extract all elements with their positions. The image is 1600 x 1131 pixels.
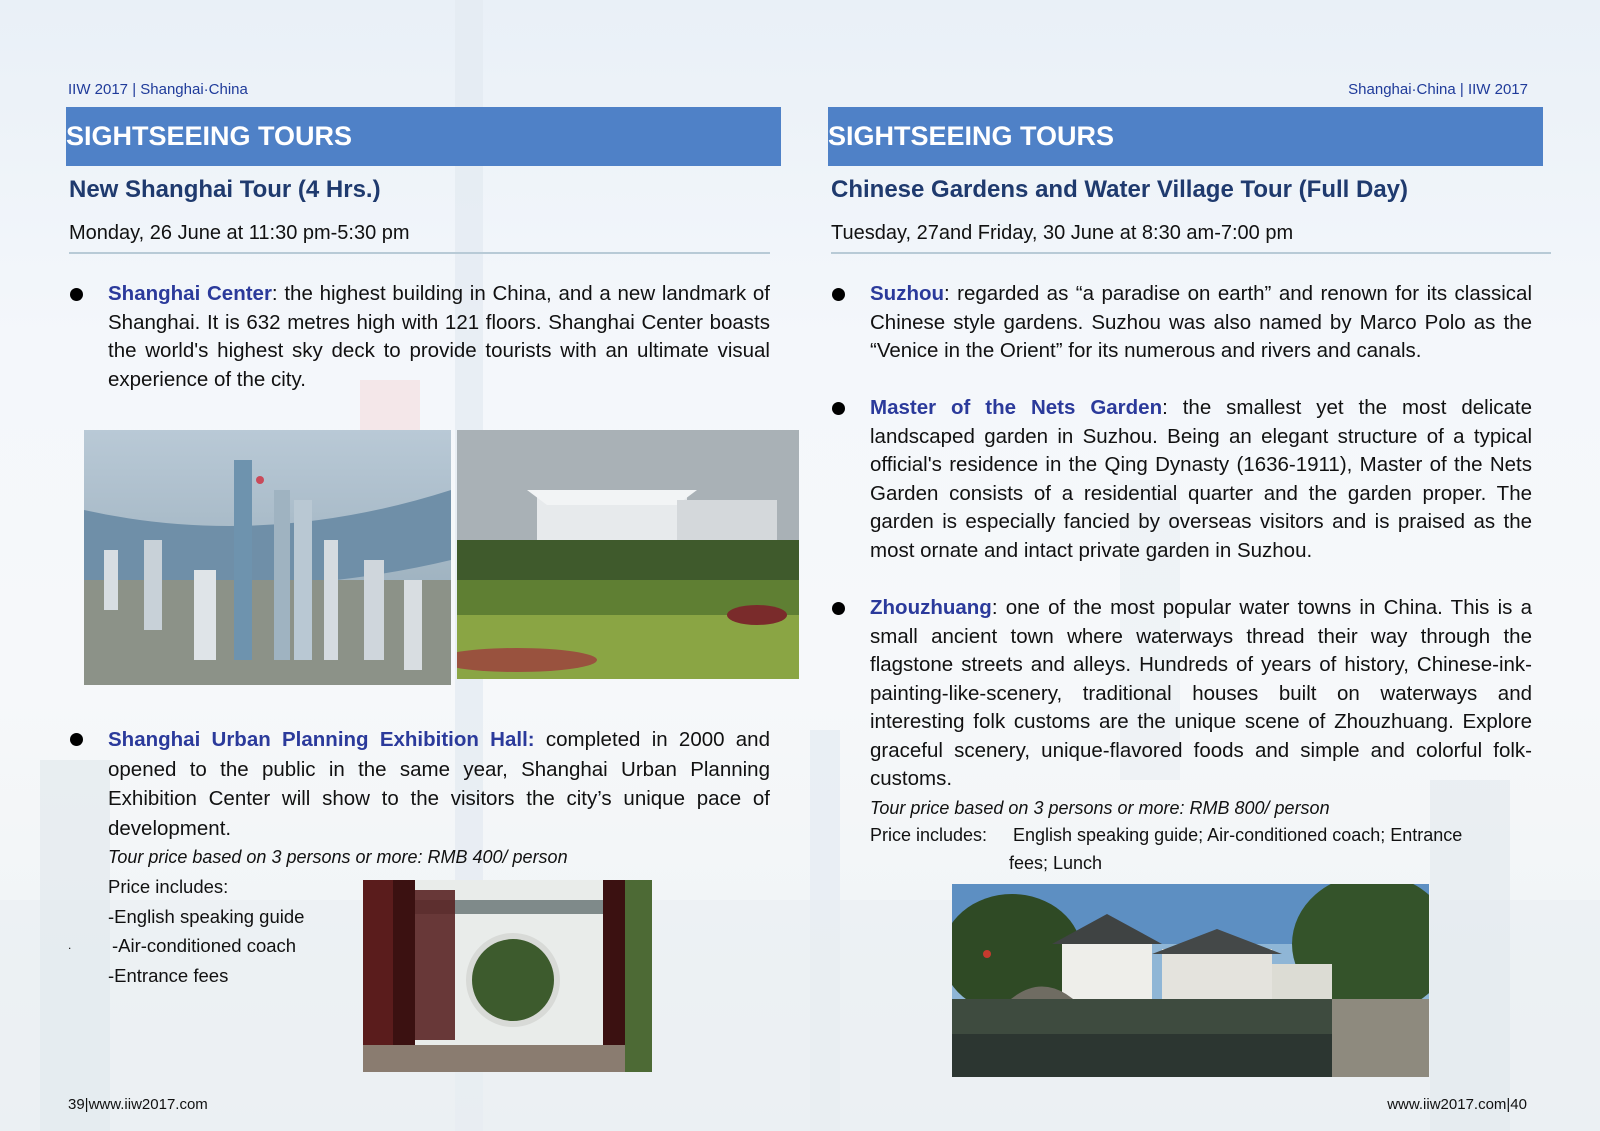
attraction-name: Master of the Nets Garden bbox=[870, 396, 1163, 419]
attraction-name: Shanghai Center bbox=[108, 282, 272, 305]
includes-title: Price includes: bbox=[108, 876, 229, 897]
price-note: Tour price based on 3 persons or more: RMB 800/ person bbox=[870, 798, 1330, 818]
list-item bbox=[870, 280, 1532, 366]
bullet-icon bbox=[70, 733, 83, 746]
right-page bbox=[800, 0, 1600, 1131]
stray-mark: . bbox=[68, 938, 72, 952]
page-footer: 39|www.iiw2017.com bbox=[68, 1096, 208, 1113]
attraction-description: : the smallest yet the most delicate landscaped garden in Suzhou. Being an elegant structure of a typical official's residence in the Qing Dynasty (1636-1911), Master of the Nets Garden consists of a residential quarter and the garden proper. The garden is especially fancied by overseas visitors and is praised as the most ornate and intact private garden in Suzhou. bbox=[870, 396, 1532, 562]
garden-moon-door-photo bbox=[363, 880, 652, 1072]
section-band: SIGHTSEEING TOURS bbox=[828, 107, 1543, 166]
tour-title: Chinese Gardens and Water Village Tour (Full Day) bbox=[831, 176, 1409, 203]
bullet-icon bbox=[70, 288, 83, 301]
exhibition-hall-photo bbox=[457, 430, 799, 679]
tour-title: New Shanghai Tour (4 Hrs.) bbox=[69, 176, 381, 203]
includes-item: -Entrance fees bbox=[108, 965, 229, 986]
bullet-icon bbox=[832, 288, 845, 301]
includes-item: -Air-conditioned coach bbox=[112, 935, 297, 956]
list-item bbox=[870, 394, 1532, 565]
attraction-name: Suzhou bbox=[870, 282, 945, 305]
divider bbox=[831, 252, 1551, 254]
includes-line: English speaking guide; Air-conditioned coach; Entrance bbox=[1013, 825, 1463, 845]
section-band: SIGHTSEEING TOURS bbox=[66, 107, 781, 166]
attraction-description: : the highest building in China, and a new landmark of Shanghai. It is 632 metres high with 121 floors. Shanghai Center boasts the world's highest sky deck to provide tourists with an ultimate visual experience of the city. bbox=[108, 282, 770, 391]
shanghai-center-photo bbox=[84, 430, 451, 685]
running-head: IIW 2017 | Shanghai·China bbox=[68, 81, 248, 98]
divider bbox=[69, 252, 770, 254]
page-footer: www.iiw2017.com|40 bbox=[1387, 1096, 1527, 1113]
bullet-icon bbox=[832, 602, 845, 615]
attraction-description: : one of the most popular water towns in China. This is a small ancient town where waterways thread their way through the flagstone streets and alleys. Hundreds of years of history, Chinese-ink-painting-like-scenery, traditional houses built on waterways and interesting folk customs are the unique scene of Zhouzhuang. Explore graceful scenery, unique-flavored foods and simple and colorful folk-customs. bbox=[870, 596, 1532, 790]
tour-date: Tuesday, 27and Friday, 30 June at 8:30 am-7:00 pm bbox=[831, 222, 1294, 244]
includes-item: -English speaking guide bbox=[108, 906, 305, 927]
attraction-name: Zhouzhuang bbox=[870, 596, 992, 619]
tour-date: Monday, 26 June at 11:30 pm-5:30 pm bbox=[69, 222, 410, 244]
includes-line: fees; Lunch bbox=[1009, 853, 1103, 873]
list-item bbox=[108, 725, 770, 843]
attraction-description: : regarded as “a paradise on earth” and renown for its classical Chinese style gardens. Suzhou was also named by Marco Polo as the “Venice in the Orient” for its numerous and rivers and canals. bbox=[870, 282, 1532, 362]
running-head: Shanghai·China | IIW 2017 bbox=[1348, 81, 1528, 98]
list-item bbox=[108, 280, 770, 394]
list-item bbox=[870, 594, 1532, 794]
includes-label: Price includes: bbox=[870, 825, 988, 845]
bullet-icon bbox=[832, 402, 845, 415]
attraction-description: completed in 2000 and opened to the public in the same year, Shanghai Urban Planning Exhibition Center will show to the visitors the city’s unique pace of development. bbox=[108, 728, 770, 840]
attraction-name: Shanghai Urban Planning Exhibition Hall: bbox=[108, 728, 535, 751]
price-note: Tour price based on 3 persons or more: RMB 400/ person bbox=[108, 847, 568, 867]
zhouzhuang-photo bbox=[952, 884, 1429, 1077]
